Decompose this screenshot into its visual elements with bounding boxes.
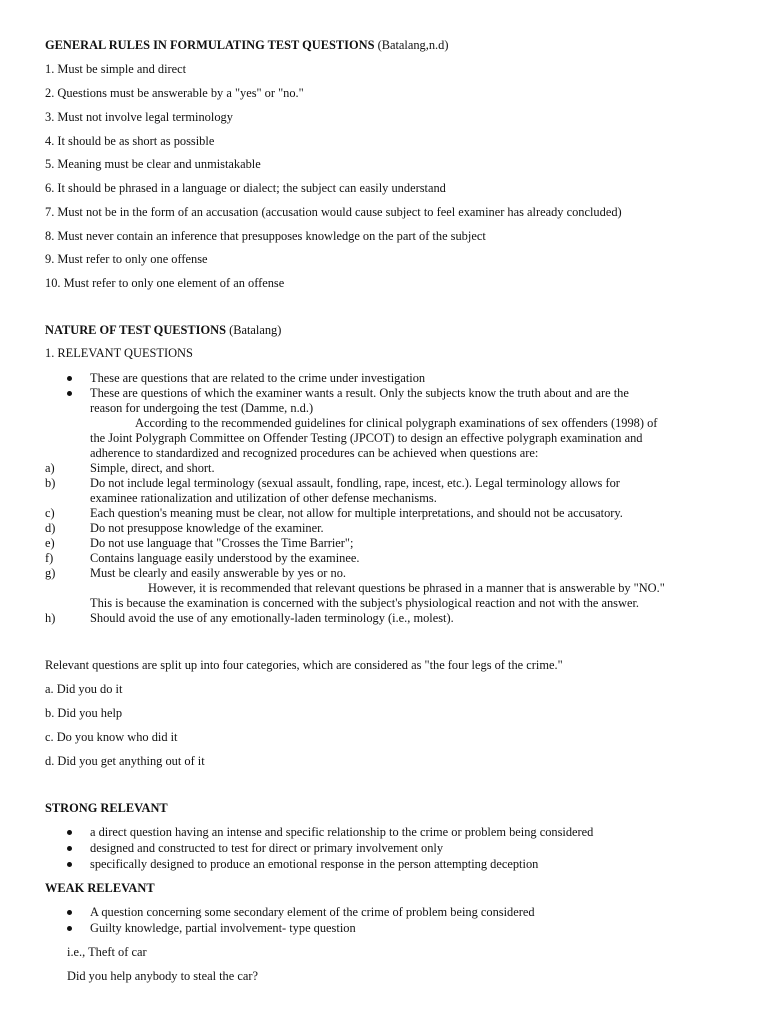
list-text: Do not presuppose knowledge of the examiner. [90, 521, 324, 535]
rule-item: 6. It should be phrased in a language or dialect; the subject can easily understand [45, 181, 446, 195]
nature-heading: NATURE OF TEST QUESTIONS [45, 323, 226, 337]
rule-item: 5. Meaning must be clear and unmistakable [45, 157, 261, 171]
bullet-text: a direct question having an intense and specific relationship to the crime or problem being considered [90, 825, 594, 839]
rules-heading-line [45, 38, 448, 53]
relevant-questions-heading: 1. RELEVANT QUESTIONS [45, 346, 193, 360]
bullet-text-cont: reason for undergoing the test (Damme, n.d.) [90, 401, 314, 415]
bullet-text: These are questions of which the examiner wants a result. Only the subjects know the truth about and are the [90, 386, 629, 400]
category-item: c. Do you know who did it [45, 730, 178, 744]
nature-heading-line [45, 323, 281, 338]
bullet-text: These are questions that are related to the crime under investigation [90, 371, 426, 385]
paragraph-line: However, it is recommended that relevant questions be phrased in a manner that is answerable by "NO." [148, 581, 665, 595]
list-label: d) [45, 521, 56, 535]
paragraph-line: This is because the examination is concerned with the subject's physiological reaction and not with the answer. [90, 596, 639, 610]
bullet-icon [67, 830, 72, 835]
strong-relevant-heading: STRONG RELEVANT [45, 801, 168, 815]
example-question: Did you help anybody to steal the car? [67, 969, 258, 983]
rule-item: 7. Must not be in the form of an accusation (accusation would cause subject to feel examiner has already concluded) [45, 205, 622, 219]
category-item: b. Did you help [45, 706, 123, 720]
list-text: Each question's meaning must be clear, not allow for multiple interpretations, and should not be accusatory. [90, 506, 623, 520]
list-text: Simple, direct, and short. [90, 461, 215, 475]
list-label: b) [45, 476, 56, 490]
rules-heading: GENERAL RULES IN FORMULATING TEST QUESTIONS [45, 38, 375, 52]
list-text: Do not include legal terminology (sexual assault, fondling, rape, incest, etc.). Legal terminology allows for [90, 476, 620, 490]
paragraph-line: According to the recommended guidelines for clinical polygraph examinations of sex offenders (1998) of [135, 416, 658, 430]
rule-item: 8. Must never contain an inference that presupposes knowledge on the part of the subject [45, 229, 486, 243]
rule-item: 9. Must refer to only one offense [45, 252, 208, 266]
example-line: i.e., Theft of car [67, 945, 147, 959]
paragraph-line: adherence to standardized and recognized procedures can be achieved when questions are: [90, 446, 539, 460]
list-label: a) [45, 461, 55, 475]
bullet-icon [67, 376, 72, 381]
bullet-text: specifically designed to produce an emotional response in the person attempting deception [90, 857, 539, 871]
rule-item: 3. Must not involve legal terminology [45, 110, 233, 124]
list-text: Should avoid the use of any emotionally-laden terminology (i.e., molest). [90, 611, 454, 625]
list-label: f) [45, 551, 54, 565]
nature-cite: (Batalang) [225, 323, 282, 337]
rule-item: 4. It should be as short as possible [45, 134, 215, 148]
category-item: d. Did you get anything out of it [45, 754, 205, 768]
bullet-icon [67, 846, 72, 851]
category-item: a. Did you do it [45, 682, 123, 696]
list-label: g) [45, 566, 56, 580]
list-text: Must be clearly and easily answerable by yes or no. [90, 566, 346, 580]
bullet-text: designed and constructed to test for direct or primary involvement only [90, 841, 444, 855]
bullet-text: A question concerning some secondary element of the crime of problem being considered [90, 905, 535, 919]
list-label: h) [45, 611, 56, 625]
list-label: e) [45, 536, 55, 550]
rule-item: 1. Must be simple and direct [45, 62, 187, 76]
list-text-cont: examinee rationalization and utilization of other defense mechanisms. [90, 491, 437, 505]
list-text: Contains language easily understood by the examinee. [90, 551, 360, 565]
rule-item: 2. Questions must be answerable by a "yes" or "no." [45, 86, 304, 100]
rules-cite: (Batalang,n.d) [374, 38, 449, 52]
bullet-text: Guilty knowledge, partial involvement- type question [90, 921, 356, 935]
categories-intro: Relevant questions are split up into four categories, which are considered as "the four legs of the crime." [45, 658, 563, 672]
weak-relevant-heading: WEAK RELEVANT [45, 881, 155, 895]
rule-item: 10. Must refer to only one element of an offense [45, 276, 285, 290]
bullet-icon [67, 391, 72, 396]
bullet-icon [67, 926, 72, 931]
list-text: Do not use language that "Crosses the Time Barrier"; [90, 536, 354, 550]
bullet-icon [67, 862, 72, 867]
list-label: c) [45, 506, 55, 520]
bullet-icon [67, 910, 72, 915]
paragraph-line: the Joint Polygraph Committee on Offender Testing (JPCOT) to design an effective polygraph examination and [90, 431, 643, 445]
